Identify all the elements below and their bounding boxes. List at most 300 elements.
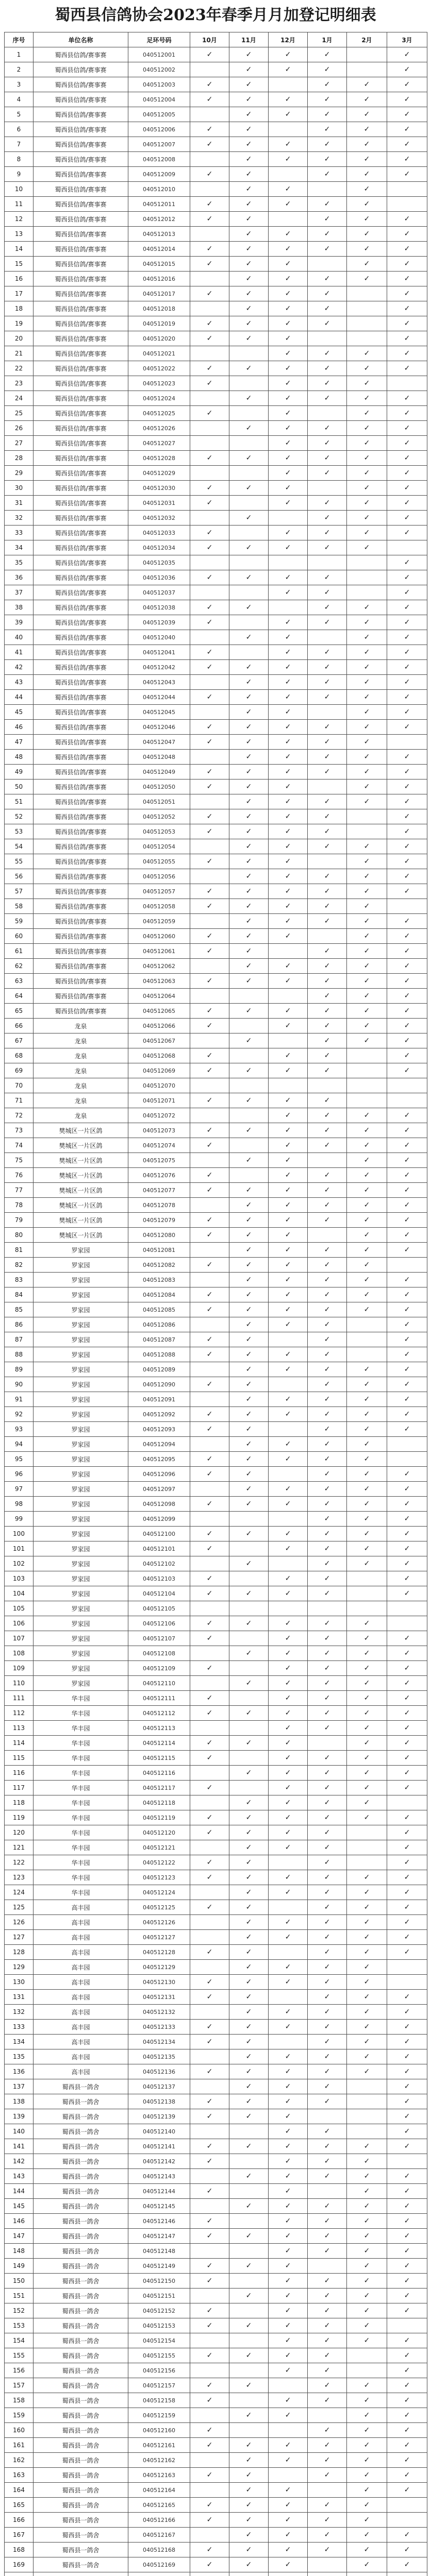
month-check-cell: ✓ [308, 884, 347, 899]
ring-id: 040512058 [128, 899, 190, 914]
row-index: 61 [5, 944, 34, 959]
month-check-cell: ✓ [308, 1900, 347, 1915]
month-check-cell: ✓ [308, 600, 347, 615]
month-check-cell [387, 1258, 427, 1273]
month-check-cell: ✓ [308, 2214, 347, 2229]
unit-name: 蜀西县信鸽/赛事赛 [34, 92, 128, 107]
month-check-cell: ✓ [308, 92, 347, 107]
month-check-cell [308, 854, 347, 869]
month-check-cell: ✓ [229, 1004, 269, 1019]
table-row [5, 645, 427, 660]
table-row [5, 1541, 427, 1556]
ring-id: 040512003 [128, 77, 190, 92]
ring-id: 040512112 [128, 1706, 190, 1721]
month-check-cell: ✓ [387, 959, 427, 974]
month-check-cell: ✓ [308, 1482, 347, 1497]
month-check-cell: ✓ [347, 2020, 387, 2035]
month-check-cell: ✓ [229, 1033, 269, 1048]
month-check-cell: ✓ [308, 750, 347, 765]
ring-id: 040512017 [128, 286, 190, 301]
month-check-cell: ✓ [347, 2453, 387, 2468]
ring-id: 040512018 [128, 301, 190, 316]
month-check-cell: ✓ [229, 1795, 269, 1810]
month-check-cell [269, 1945, 308, 1960]
month-check-cell: ✓ [308, 540, 347, 555]
table-row [5, 705, 427, 720]
month-check-cell: ✓ [269, 1004, 308, 1019]
ring-id: 040512066 [128, 1019, 190, 1033]
table-row [5, 660, 427, 675]
table-row [5, 2005, 427, 2020]
month-check-cell: ✓ [347, 1422, 387, 1437]
ring-id: 040512120 [128, 1825, 190, 1840]
month-check-cell: ✓ [387, 779, 427, 794]
row-index: 59 [5, 914, 34, 929]
month-check-cell: ✓ [308, 361, 347, 376]
table-row [5, 1497, 427, 1512]
unit-name: 樊城区一片区鸽 [34, 1228, 128, 1243]
month-check-cell: ✓ [269, 899, 308, 914]
month-check-cell [269, 212, 308, 227]
row-index: 109 [5, 1661, 34, 1676]
unit-name: 蜀西县信鸽/赛事赛 [34, 257, 128, 272]
month-check-cell: ✓ [387, 989, 427, 1004]
month-check-cell: ✓ [269, 137, 308, 152]
month-check-cell [269, 1467, 308, 1482]
month-check-cell: ✓ [269, 660, 308, 675]
month-check-cell: ✓ [308, 107, 347, 122]
ring-id: 040512079 [128, 1213, 190, 1228]
month-check-cell: ✓ [269, 1317, 308, 1332]
table-row [5, 331, 427, 346]
month-check-cell: ✓ [190, 2348, 229, 2363]
month-check-cell: ✓ [308, 212, 347, 227]
month-check-cell: ✓ [269, 2049, 308, 2064]
ring-id: 040512054 [128, 839, 190, 854]
ring-id: 040512136 [128, 2064, 190, 2079]
month-check-cell: ✓ [308, 570, 347, 585]
unit-name: 高丰园 [34, 2020, 128, 2035]
month-check-cell: ✓ [347, 227, 387, 242]
month-check-cell: ✓ [190, 1123, 229, 1138]
month-check-cell: ✓ [190, 526, 229, 540]
unit-name: 蜀西县信鸽/赛事赛 [34, 914, 128, 929]
month-check-cell: ✓ [308, 1183, 347, 1198]
month-check-cell: ✓ [347, 511, 387, 526]
month-check-cell: ✓ [308, 1766, 347, 1781]
unit-name: 蜀西县信鸽/赛事赛 [34, 899, 128, 914]
unit-name: 蜀西县信鸽/赛事赛 [34, 765, 128, 779]
table-row [5, 2094, 427, 2109]
unit-name: 华丰园 [34, 1810, 128, 1825]
month-check-cell: ✓ [269, 1302, 308, 1317]
month-check-cell [229, 1138, 269, 1153]
ring-id: 040512087 [128, 1332, 190, 1347]
month-check-cell: ✓ [269, 152, 308, 167]
table-row [5, 1228, 427, 1243]
month-check-cell [347, 1332, 387, 1347]
month-check-cell: ✓ [308, 122, 347, 137]
month-check-cell: ✓ [190, 1347, 229, 1362]
unit-name [34, 2572, 128, 2576]
row-index: 82 [5, 1258, 34, 1273]
ring-id: 040512015 [128, 257, 190, 272]
month-check-cell: ✓ [229, 1900, 269, 1915]
ring-id: 040512143 [128, 2169, 190, 2184]
month-check-cell: ✓ [308, 137, 347, 152]
month-check-cell [347, 1571, 387, 1586]
month-check-cell [190, 630, 229, 645]
month-check-cell: ✓ [269, 1960, 308, 1975]
table-row [5, 301, 427, 316]
table-row [5, 735, 427, 750]
month-check-cell: ✓ [269, 2333, 308, 2348]
ring-id: 040512062 [128, 959, 190, 974]
table-row [5, 1751, 427, 1766]
month-check-cell: ✓ [308, 1840, 347, 1855]
month-check-cell: ✓ [387, 585, 427, 600]
month-check-cell: ✓ [308, 2333, 347, 2348]
row-index: 93 [5, 1422, 34, 1437]
unit-name: 蜀西县信鸽/赛事赛 [34, 959, 128, 974]
month-check-cell: ✓ [190, 1287, 229, 1302]
month-check-cell [269, 1377, 308, 1392]
unit-name: 蜀西县一鸽舍 [34, 2154, 128, 2169]
unit-name: 蜀西县一鸽舍 [34, 2318, 128, 2333]
month-check-cell: ✓ [269, 2289, 308, 2303]
row-index: 168 [5, 2543, 34, 2557]
table-row [5, 1287, 427, 1302]
table-row [5, 2303, 427, 2318]
month-check-cell [190, 869, 229, 884]
month-check-cell: ✓ [308, 1243, 347, 1258]
month-check-cell [190, 914, 229, 929]
month-check-cell [190, 2199, 229, 2214]
month-check-cell [387, 182, 427, 197]
unit-name: 华丰园 [34, 1781, 128, 1795]
table-row [5, 2557, 427, 2572]
table-row [5, 406, 427, 421]
month-check-cell: ✓ [347, 1033, 387, 1048]
ring-id: 040512086 [128, 1317, 190, 1332]
month-check-cell: ✓ [190, 2393, 229, 2408]
month-check-cell: ✓ [190, 1975, 229, 1990]
month-check-cell: ✓ [190, 1781, 229, 1795]
table-row [5, 1407, 427, 1422]
month-check-cell [190, 1108, 229, 1123]
month-check-cell: ✓ [269, 2408, 308, 2423]
month-check-cell: ✓ [229, 1347, 269, 1362]
row-index: 6 [5, 122, 34, 137]
ring-id: 040512021 [128, 346, 190, 361]
table-row [5, 929, 427, 944]
month-check-cell: ✓ [269, 1213, 308, 1228]
month-check-cell: ✓ [387, 1885, 427, 1900]
month-check-cell: ✓ [308, 1317, 347, 1332]
unit-name: 蜀西县信鸽/赛事赛 [34, 286, 128, 301]
unit-name: 蜀西县一鸽舍 [34, 2139, 128, 2154]
month-check-cell: ✓ [308, 1571, 347, 1586]
row-index: 164 [5, 2483, 34, 2498]
month-check-cell: ✓ [229, 2079, 269, 2094]
unit-name: 龙泉 [34, 1063, 128, 1078]
month-check-cell [229, 1661, 269, 1676]
month-check-cell: ✓ [387, 1556, 427, 1571]
month-check-cell: ✓ [308, 1781, 347, 1795]
table-row [5, 1885, 427, 1900]
month-check-cell: ✓ [347, 107, 387, 122]
table-row [5, 974, 427, 989]
ring-id: 040512165 [128, 2498, 190, 2513]
month-check-cell: ✓ [190, 1631, 229, 1646]
ring-id: 040512134 [128, 2035, 190, 2049]
month-check-cell: ✓ [229, 2199, 269, 2214]
table-row [5, 1706, 427, 1721]
month-check-cell: ✓ [387, 1691, 427, 1706]
ring-id: 040512105 [128, 1601, 190, 1616]
month-check-cell: ✓ [387, 570, 427, 585]
row-index: 78 [5, 1198, 34, 1213]
unit-name: 蜀西县信鸽/赛事赛 [34, 675, 128, 690]
table-row [5, 451, 427, 466]
month-check-cell: ✓ [347, 1915, 387, 1930]
month-check-cell: ✓ [190, 242, 229, 257]
month-check-cell: ✓ [269, 1362, 308, 1377]
row-index: 140 [5, 2124, 34, 2139]
month-check-cell: ✓ [229, 227, 269, 242]
table-row [5, 1631, 427, 1646]
table-row [5, 122, 427, 137]
month-check-cell: ✓ [308, 1019, 347, 1033]
month-check-cell: ✓ [308, 526, 347, 540]
ring-id: 040512093 [128, 1422, 190, 1437]
month-check-cell: ✓ [229, 286, 269, 301]
month-check-cell [229, 555, 269, 570]
month-check-cell: ✓ [229, 540, 269, 555]
table-row [5, 2169, 427, 2184]
month-check-cell [190, 555, 229, 570]
unit-name: 蜀西县信鸽/赛事赛 [34, 331, 128, 346]
month-check-cell: ✓ [229, 1676, 269, 1691]
month-check-cell [190, 2408, 229, 2423]
month-check-cell: ✓ [229, 959, 269, 974]
month-check-cell [347, 555, 387, 570]
row-index: 54 [5, 839, 34, 854]
unit-name: 罗家园 [34, 1482, 128, 1497]
row-index: 40 [5, 630, 34, 645]
month-check-cell: ✓ [347, 720, 387, 735]
month-check-cell: ✓ [308, 1198, 347, 1213]
row-index: 41 [5, 645, 34, 660]
unit-name: 龙泉 [34, 1108, 128, 1123]
row-index: 52 [5, 809, 34, 824]
table-row [5, 2064, 427, 2079]
table-row [5, 1422, 427, 1437]
unit-name: 罗家园 [34, 1317, 128, 1332]
ring-id: 040512091 [128, 1392, 190, 1407]
month-check-cell: ✓ [387, 1527, 427, 1541]
month-check-cell [347, 1063, 387, 1078]
month-check-cell [229, 1019, 269, 1033]
table-row [5, 794, 427, 809]
month-check-cell: ✓ [308, 47, 347, 62]
ring-id: 040512070 [128, 1078, 190, 1093]
unit-name: 蜀西县信鸽/赛事赛 [34, 301, 128, 316]
row-index: 103 [5, 1571, 34, 1586]
unit-name: 蜀西县信鸽/赛事赛 [34, 376, 128, 391]
row-index: 95 [5, 1452, 34, 1467]
ring-id: 040512142 [128, 2154, 190, 2169]
month-check-cell [229, 2423, 269, 2438]
ring-id: 040512069 [128, 1063, 190, 1078]
month-check-cell: ✓ [387, 1273, 427, 1287]
month-check-cell: ✓ [347, 630, 387, 645]
month-check-cell: ✓ [190, 735, 229, 750]
month-check-cell: ✓ [387, 242, 427, 257]
month-check-cell [190, 107, 229, 122]
ring-id: 040512064 [128, 989, 190, 1004]
month-check-cell [229, 1721, 269, 1736]
ring-id: 040512117 [128, 1781, 190, 1795]
month-check-cell: ✓ [229, 2169, 269, 2184]
month-check-cell: ✓ [308, 1915, 347, 1930]
row-index: 47 [5, 735, 34, 750]
row-index: 145 [5, 2199, 34, 2214]
ring-id: 040512023 [128, 376, 190, 391]
month-check-cell: ✓ [269, 2259, 308, 2274]
ring-id: 040512118 [128, 1795, 190, 1810]
month-check-cell: ✓ [347, 1213, 387, 1228]
ring-id: 040512160 [128, 2423, 190, 2438]
month-check-cell: ✓ [269, 2528, 308, 2543]
table-row [5, 2214, 427, 2229]
table-row [5, 421, 427, 436]
row-index: 16 [5, 272, 34, 286]
ring-id: 040512106 [128, 1616, 190, 1631]
ring-id: 040512071 [128, 1093, 190, 1108]
ring-id: 040512096 [128, 1467, 190, 1482]
month-check-cell [229, 2124, 269, 2139]
unit-name: 蜀西县一鸽舍 [34, 2259, 128, 2274]
unit-name: 罗家园 [34, 1437, 128, 1452]
table-row [5, 1915, 427, 1930]
month-check-cell: ✓ [308, 152, 347, 167]
month-check-cell: ✓ [308, 1362, 347, 1377]
ring-id: 040512011 [128, 197, 190, 212]
row-index: 51 [5, 794, 34, 809]
row-index: 67 [5, 1033, 34, 1048]
table-row [5, 1482, 427, 1497]
month-check-cell: ✓ [269, 2094, 308, 2109]
ring-id: 040512035 [128, 555, 190, 570]
month-check-cell: ✓ [387, 391, 427, 406]
month-check-cell [269, 555, 308, 570]
unit-name: 蜀西县信鸽/赛事赛 [34, 750, 128, 765]
unit-name: 樊城区一片区鸽 [34, 1153, 128, 1168]
month-check-cell: ✓ [190, 2094, 229, 2109]
month-check-cell [190, 1482, 229, 1497]
month-check-cell: ✓ [387, 227, 427, 242]
month-check-cell [190, 1078, 229, 1093]
month-check-cell: ✓ [308, 2094, 347, 2109]
unit-name: 蜀西县信鸽/赛事赛 [34, 391, 128, 406]
month-check-cell: ✓ [269, 1347, 308, 1362]
month-check-cell: ✓ [269, 1736, 308, 1751]
month-check-cell: ✓ [347, 2289, 387, 2303]
month-check-cell [308, 1153, 347, 1168]
unit-name: 蜀西县信鸽/赛事赛 [34, 197, 128, 212]
unit-name: 罗家园 [34, 1452, 128, 1467]
month-check-cell: ✓ [229, 1183, 269, 1198]
month-check-cell: ✓ [229, 62, 269, 77]
row-index: 131 [5, 1990, 34, 2005]
month-check-cell: ✓ [269, 2244, 308, 2259]
unit-name: 蜀西县信鸽/赛事赛 [34, 526, 128, 540]
month-check-cell [347, 62, 387, 77]
table-row [5, 2139, 427, 2154]
month-check-cell: ✓ [229, 824, 269, 839]
month-check-cell: ✓ [347, 989, 387, 1004]
row-index: 108 [5, 1646, 34, 1661]
month-check-cell: ✓ [269, 1541, 308, 1556]
ring-id: 040512163 [128, 2468, 190, 2483]
month-check-cell: ✓ [190, 1183, 229, 1198]
row-index: 92 [5, 1407, 34, 1422]
ring-id: 040512103 [128, 1571, 190, 1586]
month-check-cell: ✓ [229, 1093, 269, 1108]
unit-name: 华丰园 [34, 1870, 128, 1885]
month-check-cell [190, 436, 229, 451]
table-row [5, 869, 427, 884]
month-check-cell: ✓ [229, 735, 269, 750]
month-check-cell: ✓ [347, 1706, 387, 1721]
month-check-cell: ✓ [229, 1258, 269, 1273]
month-check-cell: ✓ [308, 1855, 347, 1870]
month-check-cell [190, 1317, 229, 1332]
month-check-cell [387, 1452, 427, 1467]
month-check-cell: ✓ [387, 481, 427, 496]
month-check-cell: ✓ [269, 2169, 308, 2184]
row-index: 125 [5, 1900, 34, 1915]
month-check-cell: ✓ [229, 301, 269, 316]
month-check-cell: ✓ [347, 2259, 387, 2274]
unit-name: 蜀西县一鸽舍 [34, 2438, 128, 2453]
month-check-cell: ✓ [269, 1781, 308, 1795]
table-row [5, 1840, 427, 1855]
month-check-cell: ✓ [229, 77, 269, 92]
table-row [5, 2259, 427, 2274]
month-check-cell: ✓ [387, 2528, 427, 2543]
unit-name: 蜀西县一鸽舍 [34, 2244, 128, 2259]
month-check-cell: ✓ [387, 1915, 427, 1930]
month-check-cell: ✓ [269, 705, 308, 720]
row-index: 132 [5, 2005, 34, 2020]
row-index: 119 [5, 1810, 34, 1825]
month-check-cell: ✓ [347, 1437, 387, 1452]
unit-name: 高丰园 [34, 1930, 128, 1945]
month-check-cell: ✓ [229, 1870, 269, 1885]
row-index [5, 2572, 34, 2576]
month-check-cell [347, 1586, 387, 1601]
table-row [5, 839, 427, 854]
row-index: 46 [5, 720, 34, 735]
month-check-cell: ✓ [229, 1706, 269, 1721]
month-check-cell: ✓ [229, 974, 269, 989]
table-row [5, 1527, 427, 1541]
row-index: 43 [5, 675, 34, 690]
month-check-cell: ✓ [308, 2229, 347, 2244]
month-check-cell: ✓ [229, 167, 269, 182]
